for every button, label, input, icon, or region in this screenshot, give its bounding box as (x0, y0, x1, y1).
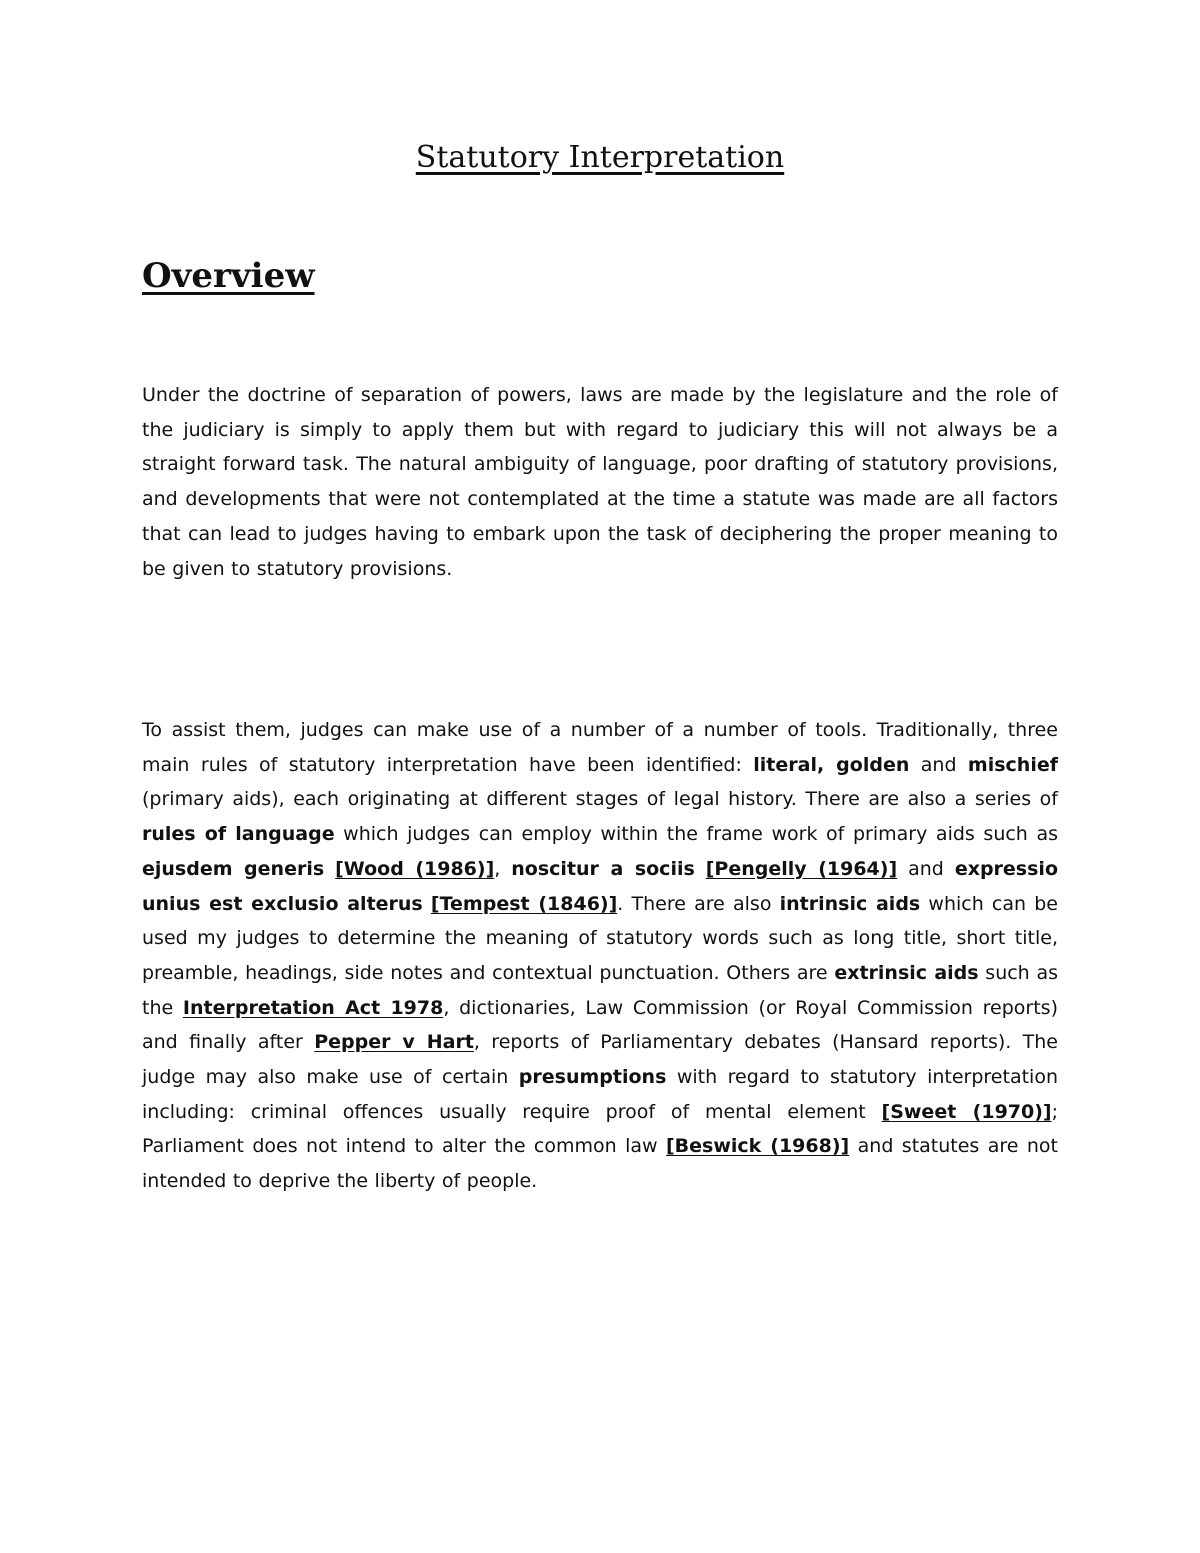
term-expressio-unius: expressio unius est exclusio alterus (142, 857, 1058, 915)
body-text: with regard to statutory interpretation including: criminal offences usually require proof of mental element (142, 1066, 1058, 1123)
term-presumptions: presumptions (518, 1066, 667, 1089)
body-text: To assist them, judges can make use of a number of a number of tools. Traditionally, three main rules of statutory interpretation have been identified: (142, 719, 1058, 776)
body-text: (primary aids), each originating at different stages of legal history. There are also a series of (142, 788, 1058, 811)
case-citation-beswick: [Beswick (1968)] (665, 1135, 850, 1158)
case-citation-pepper-v-hart: Pepper v Hart (314, 1031, 474, 1054)
body-text (324, 858, 335, 880)
term-rules-of-language: rules of language (142, 823, 335, 846)
term-literal-golden: literal, golden (753, 753, 910, 776)
term-ejusdem-generis: ejusdem generis (142, 857, 325, 880)
term-intrinsic-aids: intrinsic aids (779, 892, 921, 915)
body-text: and (909, 753, 968, 776)
body-text (695, 858, 706, 880)
case-citation-tempest: [Tempest (1846)] (430, 892, 618, 915)
body-text: which can be used my judges to determine the meaning of statutory words such as long title, short title, preamble, headings, side notes and contextual punctuation. Others are (142, 892, 1058, 984)
term-noscitur-a-sociis: noscitur a sociis (511, 857, 695, 880)
term-mischief: mischief (967, 753, 1058, 776)
body-text: . There are also (617, 892, 780, 915)
body-text: such as the (142, 961, 1058, 1019)
section-heading-overview: Overview (142, 256, 315, 296)
body-text: ; Parliament does not intend to alter the common law (142, 1100, 1058, 1158)
case-citation-wood: [Wood (1986)] (335, 857, 495, 880)
body-text: and (897, 857, 955, 880)
body-text: and statutes are not intended to deprive the liberty of people. (142, 1135, 1058, 1193)
body-text: , (494, 857, 512, 880)
document-title: Statutory Interpretation (415, 140, 785, 175)
body-text: , reports of Parliamentary debates (Hansard reports). The judge may also make use of certain (142, 1031, 1058, 1089)
case-citation-pengelly: [Pengelly (1964)] (705, 857, 898, 880)
statute-interpretation-act: Interpretation Act 1978 (182, 996, 444, 1019)
term-extrinsic-aids: extrinsic aids (834, 961, 979, 984)
paragraph-separation-of-powers: Under the doctrine of separation of powers, laws are made by the legislature and the role of the judiciary is simply to apply them but with regard to judiciary this will not always be a straight forward task. The natural ambiguity of language, poor drafting of statutory provisions, and developments that were not contemplated at the time a statute was made are all factors that can lead to judges having to embark upon the task of deciphering the proper meaning to be given to statutory provisions. (142, 384, 1058, 580)
body-text (423, 893, 431, 915)
paragraph-interpretation-tools (142, 713, 1058, 1199)
case-citation-sweet: [Sweet (1970)] (881, 1100, 1052, 1123)
body-text: which judges can employ within the frame work of primary aids such as (334, 823, 1058, 846)
body-text: , dictionaries, Law Commission (or Royal Commission reports) and finally after (142, 996, 1058, 1054)
